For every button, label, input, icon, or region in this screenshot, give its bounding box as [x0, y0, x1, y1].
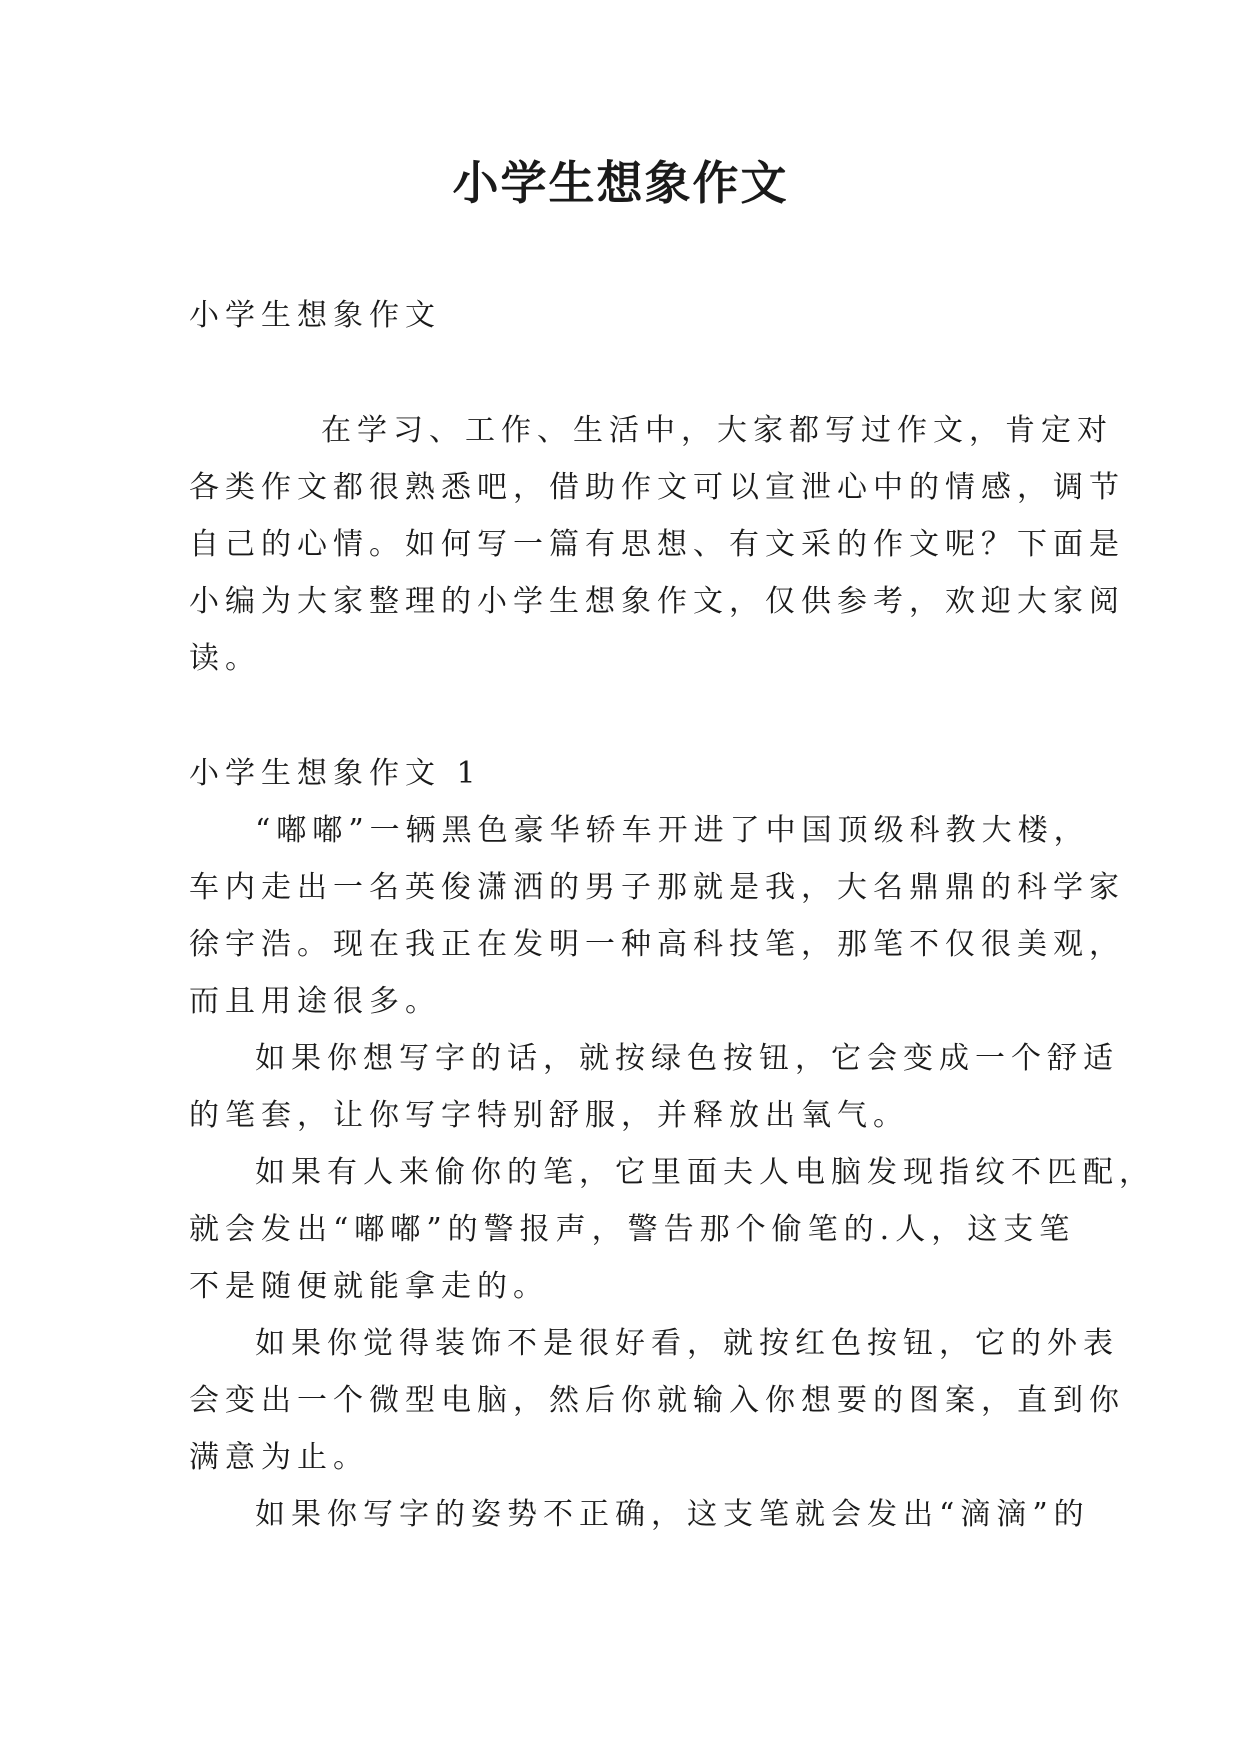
intro-line: 在学习、工作、生活中，大家都写过作文，肯定对	[321, 413, 1113, 448]
intro-line: 读。	[189, 641, 261, 676]
body-line: 不是随便就能拿走的。	[189, 1269, 549, 1304]
body-line: 如果你写字的姿势不正确，这支笔就会发出“滴滴”的	[255, 1497, 1090, 1532]
body-line: 而且用途很多。	[189, 984, 441, 1019]
document-subtitle: 小学生想象作文	[189, 298, 441, 333]
body-line: 如果你觉得装饰不是很好看，就按红色按钮，它的外表	[255, 1326, 1119, 1361]
body-line: 会变出一个微型电脑，然后你就输入你想要的图案，直到你	[189, 1383, 1125, 1418]
intro-line: 自己的心情。如何写一篇有思想、有文采的作文呢？下面是	[189, 527, 1125, 562]
body-line: 满意为止。	[189, 1440, 369, 1475]
intro-line: 小编为大家整理的小学生想象作文，仅供参考，欢迎大家阅	[189, 584, 1125, 619]
document-title: 小学生想象作文	[452, 156, 789, 210]
intro-line: 各类作文都很熟悉吧，借助作文可以宣泄心中的情感，调节	[189, 470, 1125, 505]
body-line: 如果你想写字的话，就按绿色按钮，它会变成一个舒适	[255, 1041, 1119, 1076]
body-line: 的笔套，让你写字特别舒服，并释放出氧气。	[189, 1098, 909, 1133]
body-line: “嘟嘟”一辆黑色豪华轿车开进了中国顶级科教大楼，	[255, 813, 1090, 848]
body-line: 如果有人来偷你的笔，它里面夫人电脑发现指纹不匹配，	[255, 1155, 1155, 1190]
section-heading: 小学生想象作文 1	[189, 756, 482, 791]
body-line: 车内走出一名英俊潇洒的男子那就是我，大名鼎鼎的科学家	[189, 870, 1125, 905]
body-line: 就会发出“嘟嘟”的警报声，警告那个偷笔的.人，这支笔	[189, 1212, 1076, 1247]
body-line: 徐宇浩。现在我正在发明一种高科技笔，那笔不仅很美观，	[189, 927, 1125, 962]
